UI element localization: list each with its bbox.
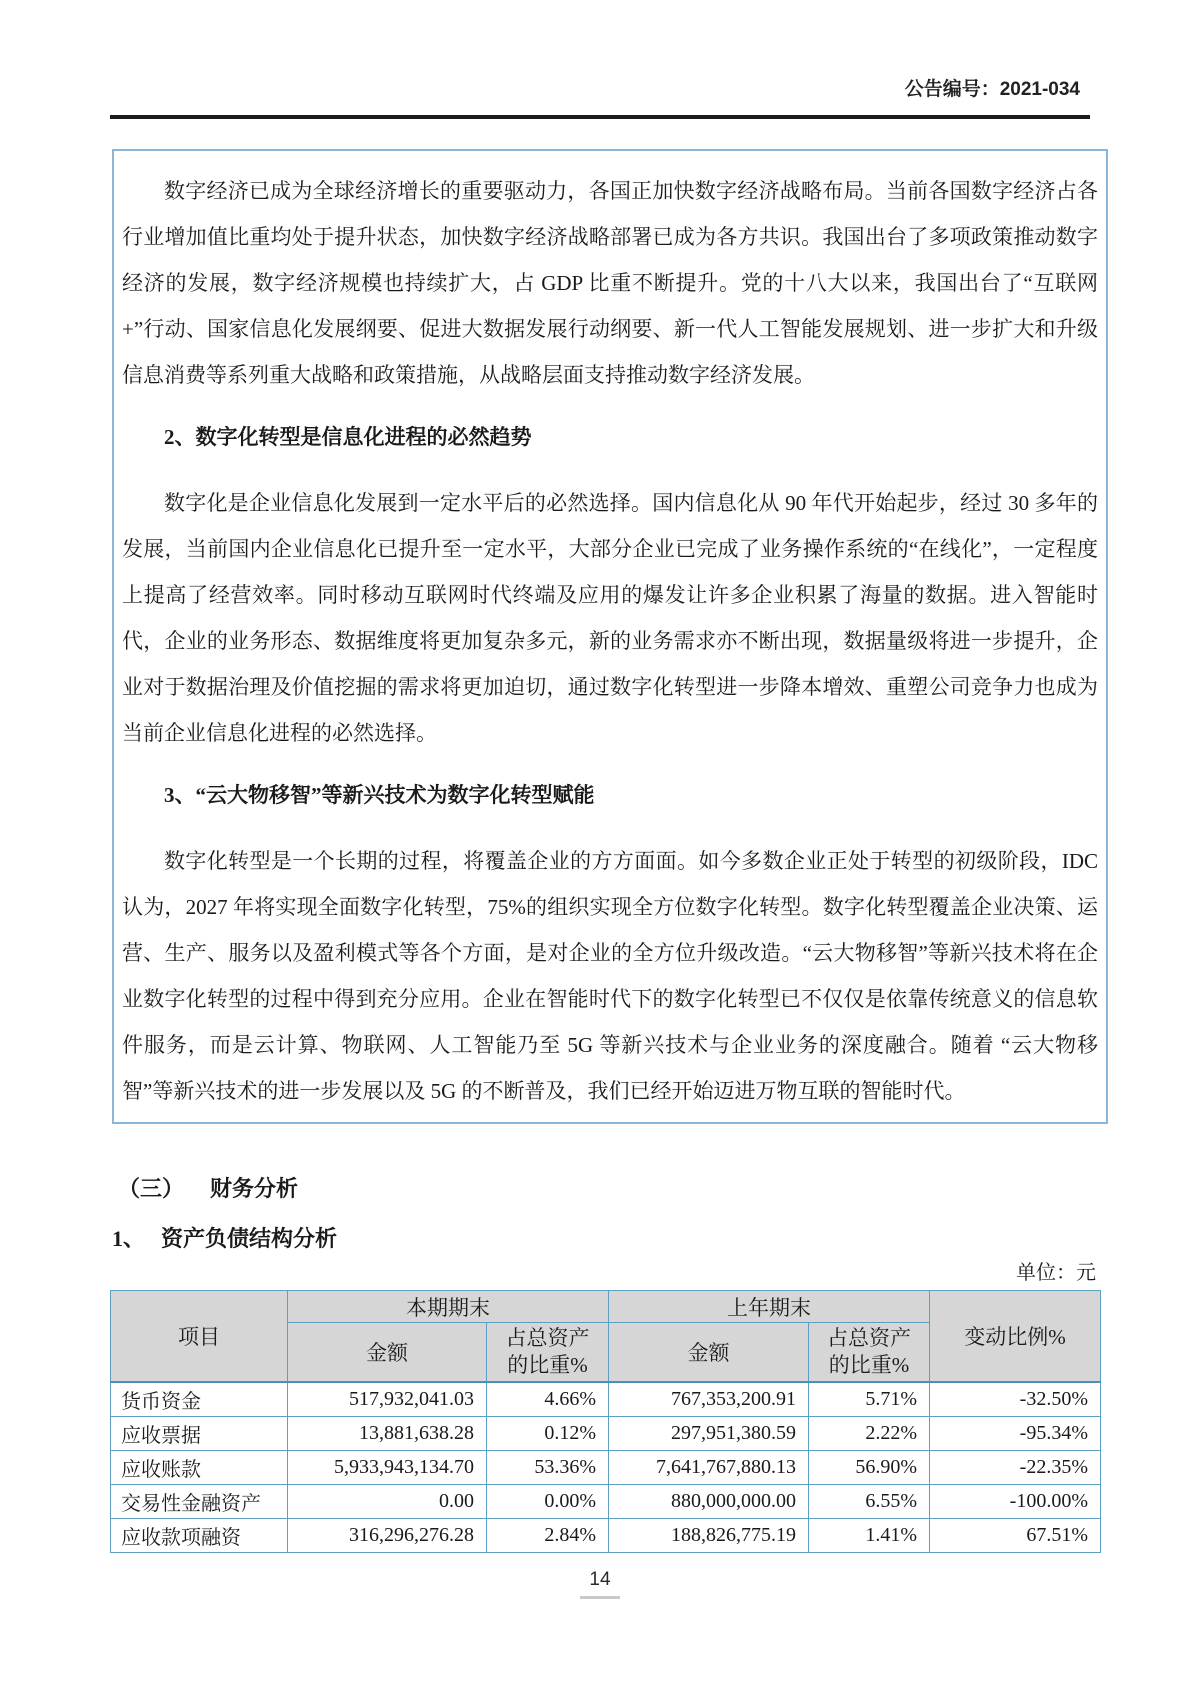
page-number: 14 [589, 1569, 611, 1590]
col-group-prior-year: 上年期末 [609, 1291, 930, 1323]
col-header-change-ratio: 变动比例% [930, 1291, 1101, 1383]
page-header [0, 0, 1200, 101]
unit-label: 单位：元 [1016, 1262, 1096, 1284]
footer-mark [580, 1596, 620, 1599]
heading-emerging-tech-empowerment: 3、“云大物移智”等新兴技术为数字化转型赋能 [164, 783, 595, 807]
heading-digital-transformation-trend: 2、数字化转型是信息化进程的必然趋势 [164, 425, 532, 449]
table-row-receivables-financing: 应收款项融资 316,296,276.28 2.84% 188,826,775.19 1.41% 67.51% [111, 1519, 1101, 1553]
section-title: 财务分析 [210, 1176, 299, 1201]
col-header-current-amount: 金额 [288, 1323, 487, 1383]
paragraph-informatization: 数字化是企业信息化发展到一定水平后的必然选择。国内信息化从 90 年代开始起步，经过 30 多年的发展，当前国内企业信息化已提升至一定水平，大部分企业已完成了业务操作系统的“在线化”，一定程度上提高了经营效率。同时移动互联网时代终端及应用的爆发让许多企业积累了海量的数据。进入智能时代，企业的业务形态、数据维度将更加复杂多元，新的业务需求亦不断出现，数据量级将进一步提升，企业对于数据治理及价值挖掘的需求将更加迫切，通过数字化转型进一步降本增效、重塑公司竞争力也成为当前企业信息化进程的必然选择。 [122, 491, 1098, 745]
balance-sheet-table [110, 1290, 1101, 1553]
announcement-number: 公告编号：2021-034 [904, 79, 1080, 100]
table-row-accounts-receivable: 应收账款 5,933,943,134.70 53.36% 7,641,767,880.13 56.90% -22.35% [111, 1451, 1101, 1485]
page-footer [0, 1569, 1200, 1599]
col-header-item: 项目 [111, 1291, 288, 1383]
col-header-current-ratio: 占总资产 的比重% [487, 1323, 609, 1383]
paragraph-digital-economy: 数字经济已成为全球经济增长的重要驱动力，各国正加快数字经济战略布局。当前各国数字经济占各行业增加值比重均处于提升状态，加快数字经济战略部署已成为各方共识。我国出台了多项政策推动数字经济的发展，数字经济规模也持续扩大，占 GDP 比重不断提升。党的十八大以来，我国出台了“互联网+”行动、国家信息化发展纲要、促进大数据发展行动纲要、新一代人工智能发展规划、进一步扩大和升级信息消费等系列重大战略和政策措施，从战略层面支持推动数字经济发展。 [122, 179, 1098, 387]
table-row-monetary-funds: 货币资金 517,932,041.03 4.66% 767,353,200.91 5.71% -32.50% [111, 1382, 1101, 1417]
table-row-trading-financial-assets: 交易性金融资产 0.00 0.00% 880,000,000.00 6.55% -100.00% [111, 1485, 1101, 1519]
col-group-current-period: 本期期末 [288, 1291, 609, 1323]
header-rule [110, 115, 1090, 119]
paragraph-emerging-tech: 数字化转型是一个长期的过程，将覆盖企业的方方面面。如今多数企业正处于转型的初级阶段，IDC 认为，2027 年将实现全面数字化转型，75%的组织实现全方位数字化转型。数字化转型覆盖企业决策、运营、生产、服务以及盈利模式等各个方面，是对企业的全方位升级改造。“云大物移智”等新兴技术将在企业数字化转型的过程中得到充分应用。企业在智能时代下的数字化转型已不仅仅是依靠传统意义的信息软件服务，而是云计算、物联网、人工智能乃至 5G 等新兴技术与企业业务的深度融合。随着 “云大物移智”等新兴技术的进一步发展以及 5G 的不断普及，我们已经开始迈进万物互联的智能时代。 [122, 849, 1098, 1103]
section-heading-financial-analysis [118, 1174, 1200, 1204]
content-text-box [112, 149, 1108, 1124]
section-label: （三） [118, 1176, 185, 1201]
table-row-notes-receivable: 应收票据 13,881,638.28 0.12% 297,951,380.59 2.22% -95.34% [111, 1417, 1101, 1451]
subsection-title: 资产负债结构分析 [161, 1226, 338, 1251]
subsection-label: 1、 [112, 1226, 146, 1251]
subsection-heading-balance-structure [112, 1224, 1200, 1254]
col-header-prior-ratio: 占总资产 的比重% [809, 1323, 930, 1383]
col-header-prior-amount: 金额 [609, 1323, 809, 1383]
